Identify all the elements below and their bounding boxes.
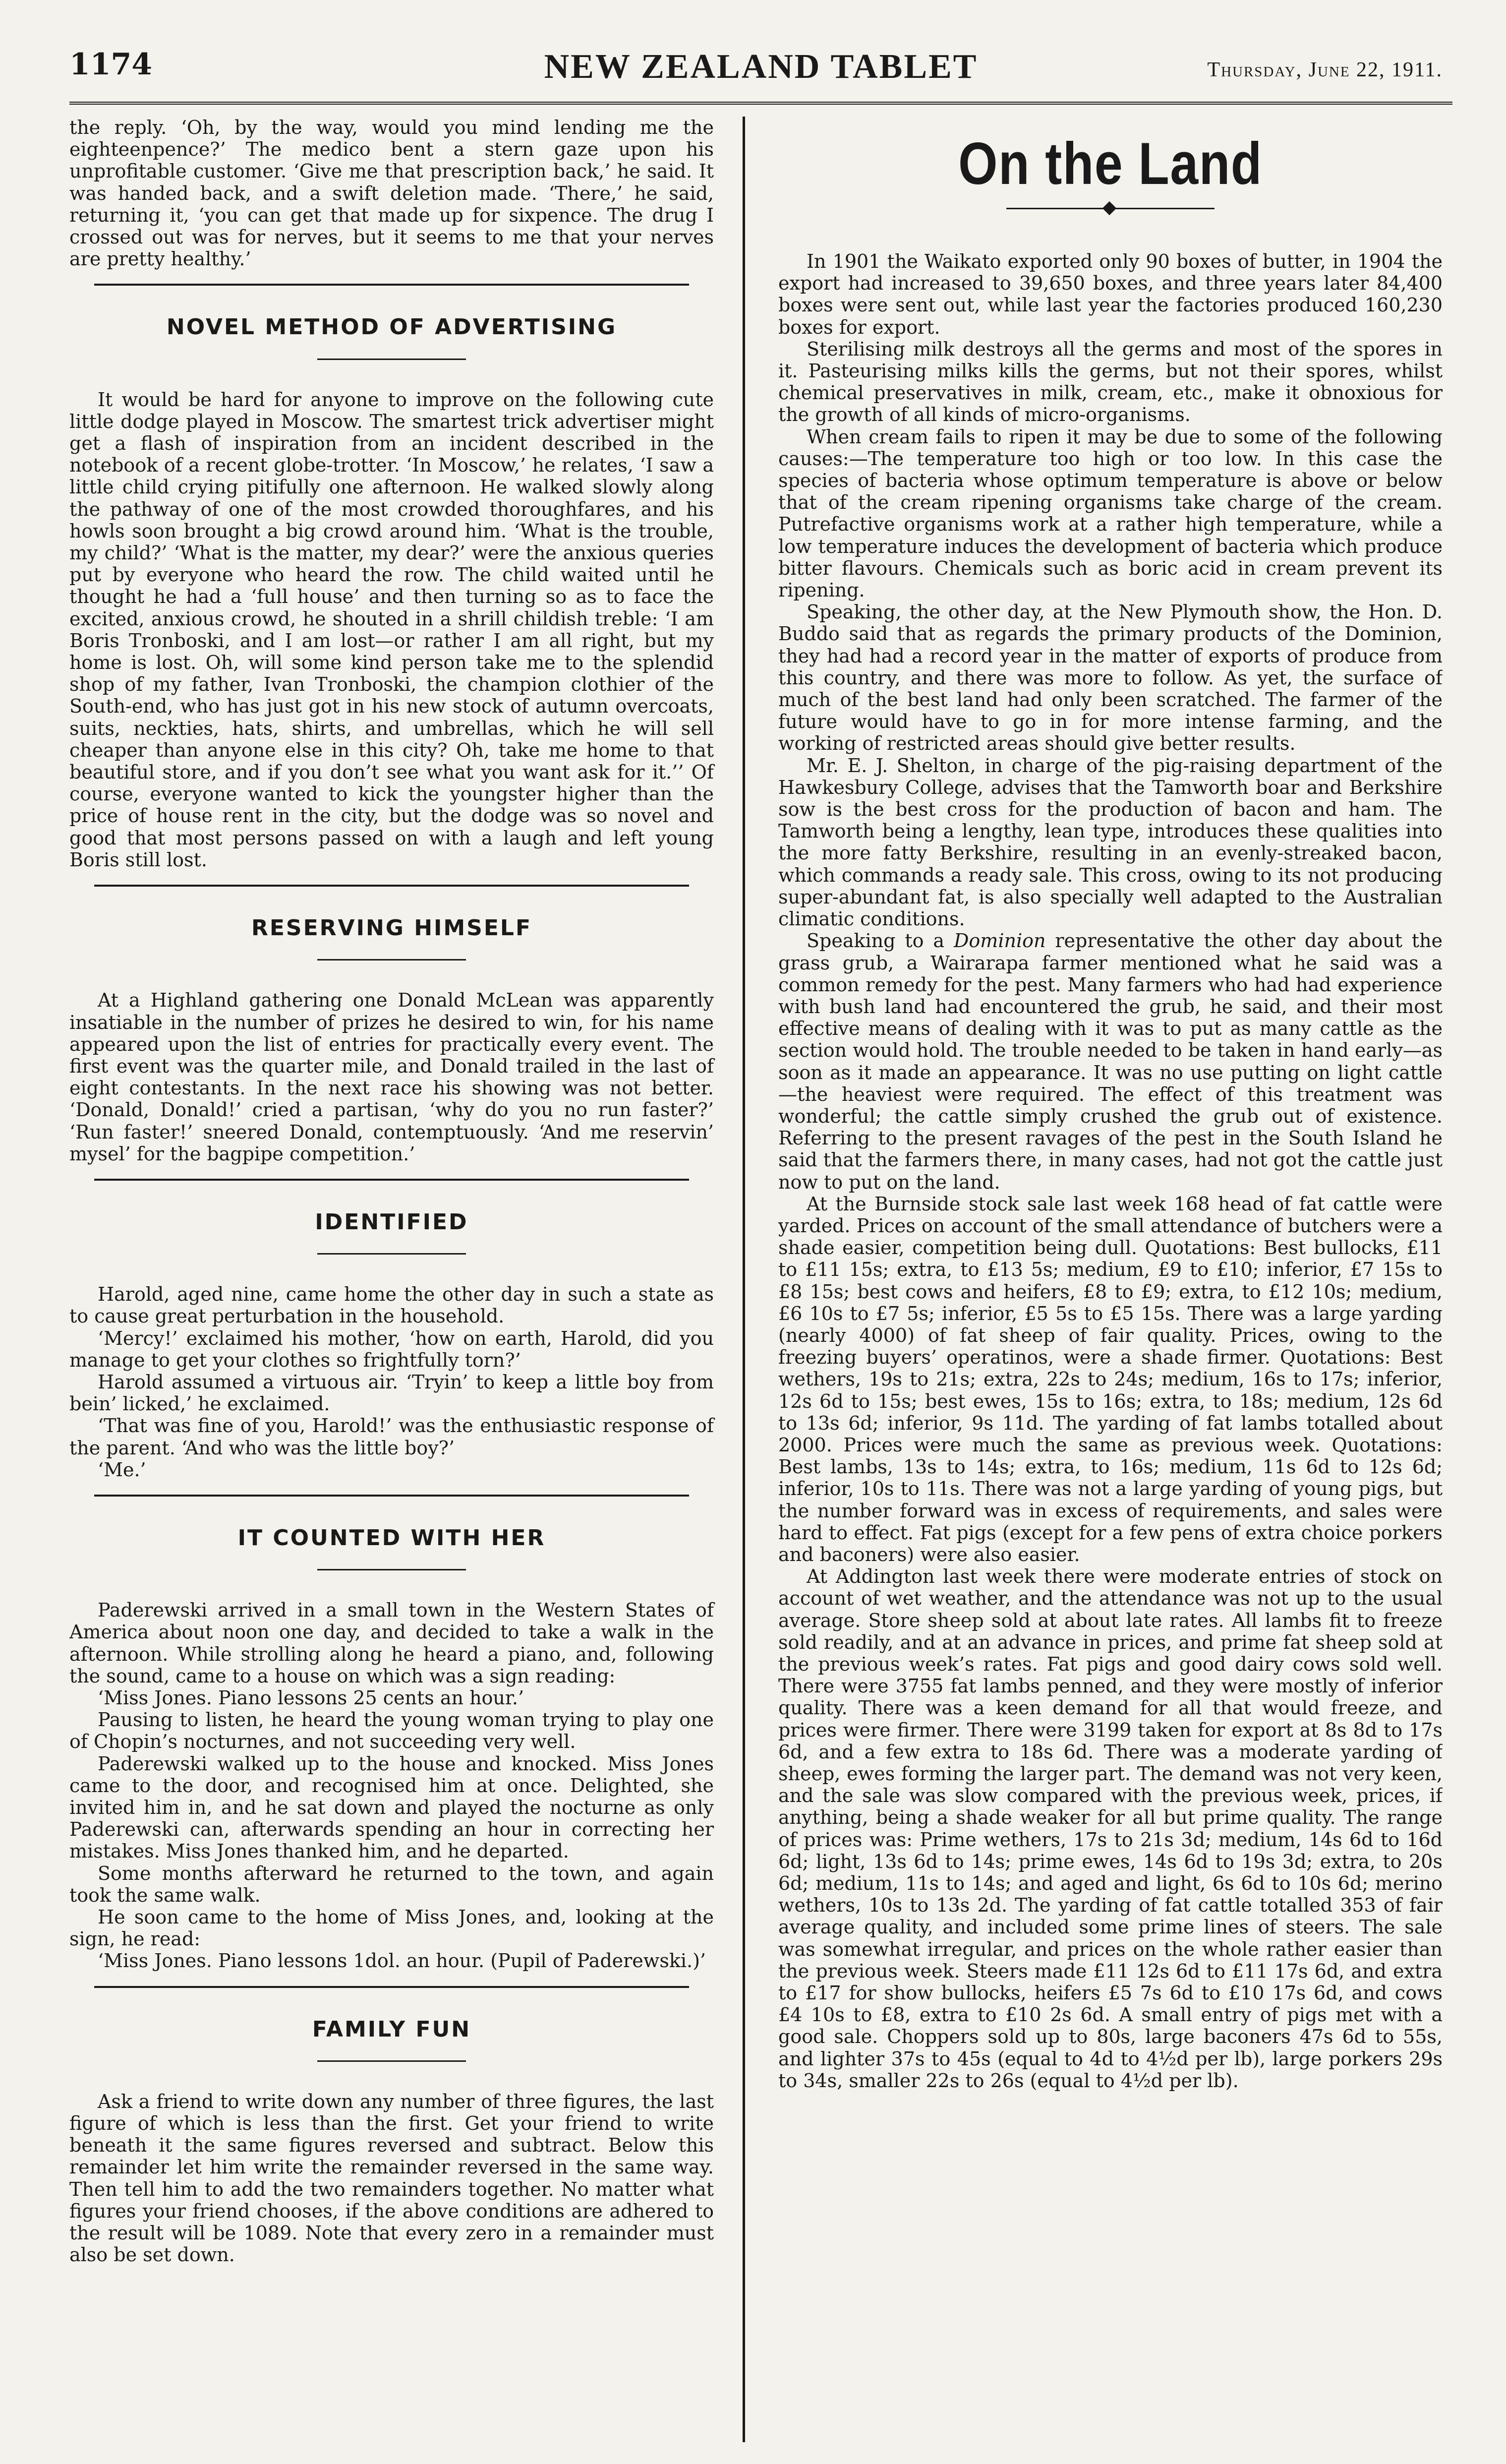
title-underline	[317, 359, 466, 360]
article-paragraph: At the Burnside stock sale last week 168 head of fat cattle were yarded. Prices on account of the small attendance of butchers were a shade easier, competition being dull. Quotations: Best bullocks, £11 to £11 15s; extra, to £13 5s; medium, £9 to £10; inferior, £7 15s to £8 15s; best cows and heifers, £8 to £9; extra, to £12 10s; medium, £6 10s to £7 5s; inferior, £5 5s to £5 15s. There was a large yarding (nearly 4000) of fat sheep of fair quality. Prices, owing to the freezing buyers’ operatinos, were a shade firmer. Quotations: Best wethers, 19s to 21s; extra, 22s to 24s; medium, 16s to 17s; inferior, 12s 6d to 15s; best ewes, 15s to 16s; extra, to 18s; medium, 12s 6d to 13s 6d; inferior, 9s 11d. The yarding of fat lambs totalled about 2000. Prices were much the same as previous week. Quotations: Best lambs, 13s to 14s; extra, to 16s; medium, 11s 6d to 12s 6d; inferior, 10s to 11s. There was not a large yarding of young pigs, but the number forward was in excess of requirements, and sales were hard to effect. Fat pigs (except for a few pens of extra choice porkers and baconers) were also easier.	[778, 1193, 1443, 1565]
issue-date: Thursday, June 22, 1911.	[1207, 59, 1443, 81]
section-it-counted-with-her	[69, 1527, 714, 1988]
column-divider	[743, 117, 745, 2442]
article-paragraph: It would be hard for anyone to improve on the following cute little dodge played in Moscow. The smartest trick advertiser might get a flash of inspiration from an incident described in the notebook of a recent globe-trotter. ‘In Moscow,’ he relates, ‘I saw a little child crying pitifully one afternoon. He walked slowly along the pathway of one of the most crowded thoroughfares, and his howls soon brought a big crowd around him. ‘What is the trouble, my child?’ ‘What is the matter, my dear?’ were the anxious queries put by everyone who heard the row. The child waited until he thought he had a ‘full house’ and then turning so as to face the excited, anxious crowd, he shouted in a shrill childish treble: ‘I am Boris Tronboski, and I am lost—or rather I am all right, but my home is lost. Oh, will some kind person take me to the splendid shop of my father, Ivan Tronboski, the champion clothier of the South-end, who has just got in his new stock of autumn overcoats, suits, neckties, hats, shirts, and umbrellas, which he will sell cheaper than anyone else in this city? Oh, take me home to that beautiful store, and if you don’t see what you want ask for it.’’ Of course, everyone wanted to kick the youngster higher than the price of house rent in the city, but the dodge was so novel and good that most persons passed on with a laugh and left young Boris still lost.	[69, 388, 714, 871]
article-paragraph: Sterilising milk destroys all the germs and most of the spores in it. Pasteurising milks kills the germs, but not their spores, whilst chemical preservatives in milk, cream, etc., make it obnoxious for the growth of all kinds of micro-organisms.	[778, 338, 1443, 426]
article-paragraph: Mr. E. J. Shelton, in charge of the pig-raising department of the Hawkesbury College, advises that the Tamworth boar and Berkshire sow is the best cross for the production of bacon and ham. The Tamworth being a lengthy, lean type, introduces these qualities into the more fatty Berkshire, resulting in an evenly-streaked bacon, which commands a ready sale. This cross, owing to its not producing super-abundant fat, is also specially well adapted to the Australian climatic conditions.	[778, 754, 1443, 930]
text-span: representative the other day about the grass grub, a Wairarapa farmer mentioned what he said was a common remedy for the pest. Many farmers who had had experience with bush land had encountered the grub, he said, and their most effective means of dealing with it was to put as many cattle as the section would hold. The trouble needed to be taken in hand early—as soon as it made an appearance. It was no use putting on light cattle—the heaviest were required. The effect of this treatment was wonderful; the cattle simply crushed the grub out of existence. Referring to the present ravages of the pest in the South Island he said that the farmers there, in many cases, had not got the cattle just now to put on the land.	[778, 930, 1443, 1193]
section-separator	[94, 284, 689, 286]
section-title: IDENTIFIED	[315, 1209, 468, 1235]
article-paragraph: Harold, aged nine, came home the other day in such a state as to cause great perturbation in the household.	[69, 1283, 714, 1327]
publication-name: Dominion	[953, 930, 1046, 952]
article-paragraph: He soon came to the home of Miss Jones, and, looking at the sign, he read:	[69, 1906, 714, 1950]
article-paragraph: Ask a friend to write down any number of three figures, the last figure of which is less than the first. Get your friend to write beneath it the same figures reversed and subtract. Below this remainder let him write the remainder reversed in the same way. Then tell him to add the two remainders together. No matter what figures your friend chooses, if the above conditions are adhered to the result will be 1089. Note that every zero in a remainder must also be set down.	[69, 2090, 714, 2266]
article-paragraph: At Addington last week there were moderate entries of stock on account of wet weather, and the attendance was not up to the usual average. Store sheep sold at about late rates. All lambs fit to freeze sold readily, and at an advance in prices, and prime fat sheep sold at the previous week’s rates. Fat pigs and good dairy cows sold well. There were 3755 fat lambs penned, and they were mostly of inferior quality. There was a keen demand for all that would freeze, and prices were firmer. There were 3199 taken for export at 8s 8d to 17s 6d, and a few extra to 18s 6d. There was a moderate yarding of sheep, ewes forming the larger part. The demand was not very keen, and the sale was slow compared with the previous week, prices, if anything, being a shade weaker for all but prime quality. The range of prices was: Prime wethers, 17s to 21s 3d; medium, 14s 6d to 16d 6d; light, 13s 6d to 14s; prime ewes, 14s 6d to 19s 3d; extra, to 20s 6d; medium, 11s to 14s; and aged and light, 6s 6d to 10s 6d; merino wethers, 10s to 13s 2d. The yarding of fat cattle totalled 353 of fair average quality, and included some prime lines of steers. The sale was somewhat irregular, and prices on the whole rather easier than the previous week. Steers made £11 12s 6d to £11 17s 6d, and extra to £17 for show bullocks, heifers £5 7s 6d to £10 17s 6d, and cows £4 10s to £8, extra to £10 2s 6d. A small entry of pigs met with a good sale. Choppers sold up to 80s, large baconers 47s 6d to 55s, and lighter 37s to 45s (equal to 4d to 4½d per lb), large porkers 29s to 34s, smaller 22s to 26s (equal to 4½d per lb).	[778, 1565, 1443, 2092]
section-identified	[69, 1211, 714, 1497]
article-paragraph: Pausing to listen, he heard the young woman trying to play one of Chopin’s nocturnes, and not succeeding very well.	[69, 1709, 714, 1753]
masthead-title: NEW ZEALAND TABLET	[544, 48, 978, 86]
section-title: NOVEL METHOD OF ADVERTISING	[166, 314, 617, 340]
page-header	[69, 47, 1452, 105]
diamond-ornament-icon	[1102, 201, 1116, 215]
title-underline	[317, 959, 466, 961]
article-paragraph: ‘Mercy!’ exclaimed his mother, ‘how on earth, Harold, did you manage to get your clothes so frightfully torn?’	[69, 1327, 714, 1371]
section-novel-method	[69, 316, 714, 887]
section-reserving-himself	[69, 917, 714, 1181]
section-title: IT COUNTED WITH HER	[237, 1525, 546, 1551]
on-the-land-title: On the Land	[958, 130, 1263, 197]
section-title: FAMILY FUN	[312, 2016, 471, 2042]
section-separator	[94, 1495, 689, 1497]
article-paragraph: ‘Me.’	[98, 1458, 146, 1481]
article-paragraph: ‘That was fine of you, Harold!’ was the enthusiastic response of the parent. ‘And who was the little boy?’	[69, 1415, 714, 1459]
right-column	[763, 117, 1443, 2442]
opening-paragraph: the reply. ‘Oh, by the way, would you mind lending me the eighteenpence?’ The medico bent a stern gaze upon his unprofitable customer. ‘Give me that prescription back,’ he said. It was handed back, and a swift deletion made. ‘There,’ he said, returning it, ‘you can get that made up for sixpence. The drug I crossed out was for nerves, but it seems to me that your nerves are pretty healthy.’	[69, 117, 714, 270]
article-paragraph: When cream fails to ripen it may be due to some of the following causes:—The temperature too high or too low. In this case the species of bacteria whose optimum temperature is above or below that of the cream ripening organisms take charge of the cream. Putrefactive organisms work at a rather high temperature, while a low temperature induces the development of bacteria which produce bitter flavours. Chemicals such as boric acid in cream prevent its ripening.	[778, 425, 1443, 601]
section-separator	[94, 1179, 689, 1181]
section-family-fun	[69, 2016, 714, 2266]
article-paragraph: At a Highland gathering one Donald McLean was apparently insatiable in the number of prizes he desired to win, for his name appeared upon the list of entries for practically every event. The first event was the quarter mile, and Donald trailed in the last of eight contestants. In the next race his showing was not better. ‘Donald, Donald!’ cried a partisan, ‘why do you no run faster?’ ‘Run faster!’ sneered Donald, contemptuously. ‘And me reservin’ mysel’ for the bagpipe competition.’	[69, 989, 714, 1165]
article-paragraph: Paderewski arrived in a small town in the Western States of America about noon one day, and decided to take a walk in the afternoon. While strolling along he heard a piano, and, following the sound, came to a house on which was a sign reading:	[69, 1599, 714, 1687]
article-paragraph: Some months afterward he returned to the town, and again took the same walk.	[69, 1862, 714, 1906]
article-paragraph: Harold assumed a virtuous air. ‘Tryin’ to keep a little boy from bein’ licked,’ he exclaimed.	[69, 1371, 714, 1415]
text-span: Speaking to a	[807, 930, 954, 952]
left-column	[69, 117, 719, 2442]
article-paragraph	[778, 930, 1443, 1193]
title-underline	[317, 1569, 466, 1570]
article-paragraph: Paderewski walked up to the house and knocked. Miss Jones came to the door, and recognised him at once. Delighted, she invited him in, and he sat down and played the nocturne as only Paderewski can, afterwards spending an hour in correcting her mistakes. Miss Jones thanked him, and he departed.	[69, 1752, 714, 1863]
article-paragraph: Speaking, the other day, at the New Plymouth show, the Hon. D. Buddo said that as regards the primary products of the Dominion, they had had a record year in the matter of exports of produce from this country, and there was more to follow. As yet, the surface of much of the best land had only been scratched. The farmer of the future would have to go in for more intense farming, and the working of restricted areas should give better results.	[778, 601, 1443, 755]
title-underline	[317, 2060, 466, 2062]
article-paragraph: In 1901 the Waikato exported only 90 boxes of butter, in 1904 the export had increased to 39,650 boxes, and three years later 84,400 boxes were sent out, while last year the factories produced 160,230 boxes for export.	[778, 250, 1443, 338]
article-paragraph: ‘Miss Jones. Piano lessons 25 cents an hour.’	[98, 1686, 524, 1709]
title-underline	[317, 1253, 466, 1255]
page-number: 1174	[69, 47, 152, 82]
section-title: RESERVING HIMSELF	[251, 915, 532, 941]
section-separator	[94, 885, 689, 887]
section-separator	[94, 1986, 689, 1988]
ornamental-rule	[1006, 201, 1215, 216]
article-paragraph: ‘Miss Jones. Piano lessons 1dol. an hour. (Pupil of Paderewski.)’	[98, 1950, 706, 1972]
